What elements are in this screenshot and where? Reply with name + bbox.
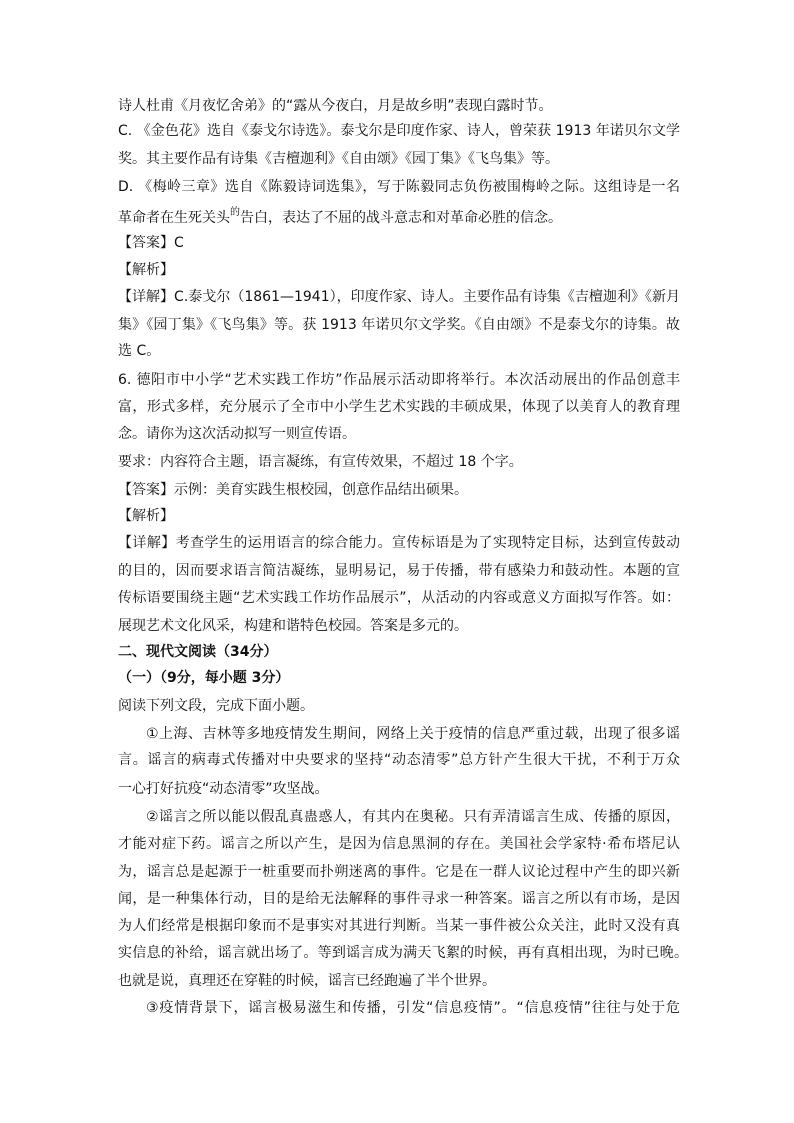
paragraph-line: 为人们经常是根据印象而不是事实对其进行判断。当某一事件被公众关注，此时又没有真: [118, 918, 680, 934]
paragraph-line: 言。谣言的病毒式传播对中央要求的坚持“动态清零”总方针产生很大干扰，不利于万众: [118, 752, 680, 768]
text-line: 诗人杜甫《月夜忆舍弟》的“露从今夜白，月是故乡明”表现白露时节。: [118, 98, 553, 114]
paragraph-line: ①上海、吉林等多地疫情发生期间，网络上关于疫情的信息严重过载，出现了很多谣: [146, 726, 680, 742]
paragraph-line: 也就是说，真理还在穿鞋的时候，谣言已经跑遍了半个世界。: [118, 973, 496, 989]
text-line: 富，形式多样，充分展示了全市中小学生艺术实践的丰硕成果，体现了以美育人的教育理: [118, 399, 680, 415]
text-line: 【详解】考查学生的运用语言的综合能力。宣传标语是为了实现特定目标，达到宣传鼓动: [118, 535, 680, 551]
text-line: 【详解】C.泰戈尔（1861—1941），印度作家、诗人。主要作品有诗集《吉檀迦利》《新月: [118, 289, 680, 305]
paragraph-line: 一心打好抗疫“动态清零”攻坚战。: [118, 781, 329, 797]
section-heading: 二、现代文阅读（34分）: [118, 644, 278, 660]
question-text: 6. 德阳市中小学“艺术实践工作坊”作品展示活动即将举行。本次活动展出的作品创意丰: [118, 372, 680, 388]
text-line: [118, 208, 680, 228]
text-line: 阅读下列文段，完成下面小题。: [118, 698, 314, 714]
analysis-label: 【解析】: [118, 262, 174, 278]
text-fragment: 告白，表达了不屈的战斗意志和对革命必胜的信念。: [240, 210, 562, 226]
subsection-heading: （一）（9分，每小题 3分）: [118, 670, 290, 686]
paragraph-line: ③疫情背景下，谣言极易滋生和传播，引发“信息疫情”。“信息疫情”往往与处于危: [146, 1000, 680, 1016]
analysis-label: 【解析】: [118, 508, 174, 524]
text-line: 选 C。: [118, 343, 161, 359]
text-line: 传标语要围绕主题“艺术实践工作坊作品展示”，从活动的内容或意义方面拟写作答。如：: [118, 590, 680, 606]
text-line: 的目的，因而要求语言简洁凝练，显明易记，易于传播，带有感染力和鼓动性。本题的宣: [118, 563, 680, 579]
text-line: C. 《金色花》选自《泰戈尔诗选》。泰戈尔是印度作家、诗人，曾荣获 1913 年诺贝尔文学: [118, 123, 680, 139]
text-fragment: 革命者在生死关头: [118, 210, 230, 226]
paragraph-line: 才能对症下药。谣言之所以产生，是因为信息黑洞的存在。美国社会学家特·希布塔尼认: [118, 836, 680, 852]
text-line: 展现艺术文化风采，构建和谐特色校园。答案是多元的。: [118, 618, 468, 634]
text-line: D. 《梅岭三章》选自《陈毅诗词选集》，写于陈毅同志负伤被围梅岭之际。这组诗是一名: [118, 179, 680, 195]
answer-label: 【答案】示例：美育实践生根校园，创意作品结出硕果。: [118, 482, 468, 498]
text-line: 集》《园丁集》《飞鸟集》等。获 1913 年诺贝尔文学奖。《自由颂》不是泰戈尔的诗集。故: [118, 317, 680, 333]
paragraph-line: 闻，是一种集体行动，目的是给无法解释的事件寻求一种答案。谣言之所以有市场，是因: [118, 891, 680, 907]
paragraph-line: ②谣言之所以能以假乱真蛊惑人，有其内在奥秘。只有弄清谣言生成、传播的原因，: [146, 809, 680, 825]
superscript-char: 的: [230, 207, 240, 218]
answer-label: 【答案】C: [118, 235, 184, 251]
paragraph-line: 为，谣言总是起源于一桩重要而扑朔迷离的事件。它是在一群人议论过程中产生的即兴新: [118, 864, 680, 880]
text-line: 念。请你为这次活动拟写一则宣传语。: [118, 426, 356, 442]
text-line: 奖。其主要作品有诗集《吉檀迦利》《自由颂》《园丁集》《飞鸟集》等。: [118, 151, 559, 167]
text-line: 要求：内容符合主题，语言凝练，有宣传效果，不超过 18 个字。: [118, 454, 523, 470]
paragraph-line: 实信息的补给，谣言就出场了。等到谣言成为满天飞絮的时候，再有真相出现，为时已晚。: [118, 945, 688, 961]
